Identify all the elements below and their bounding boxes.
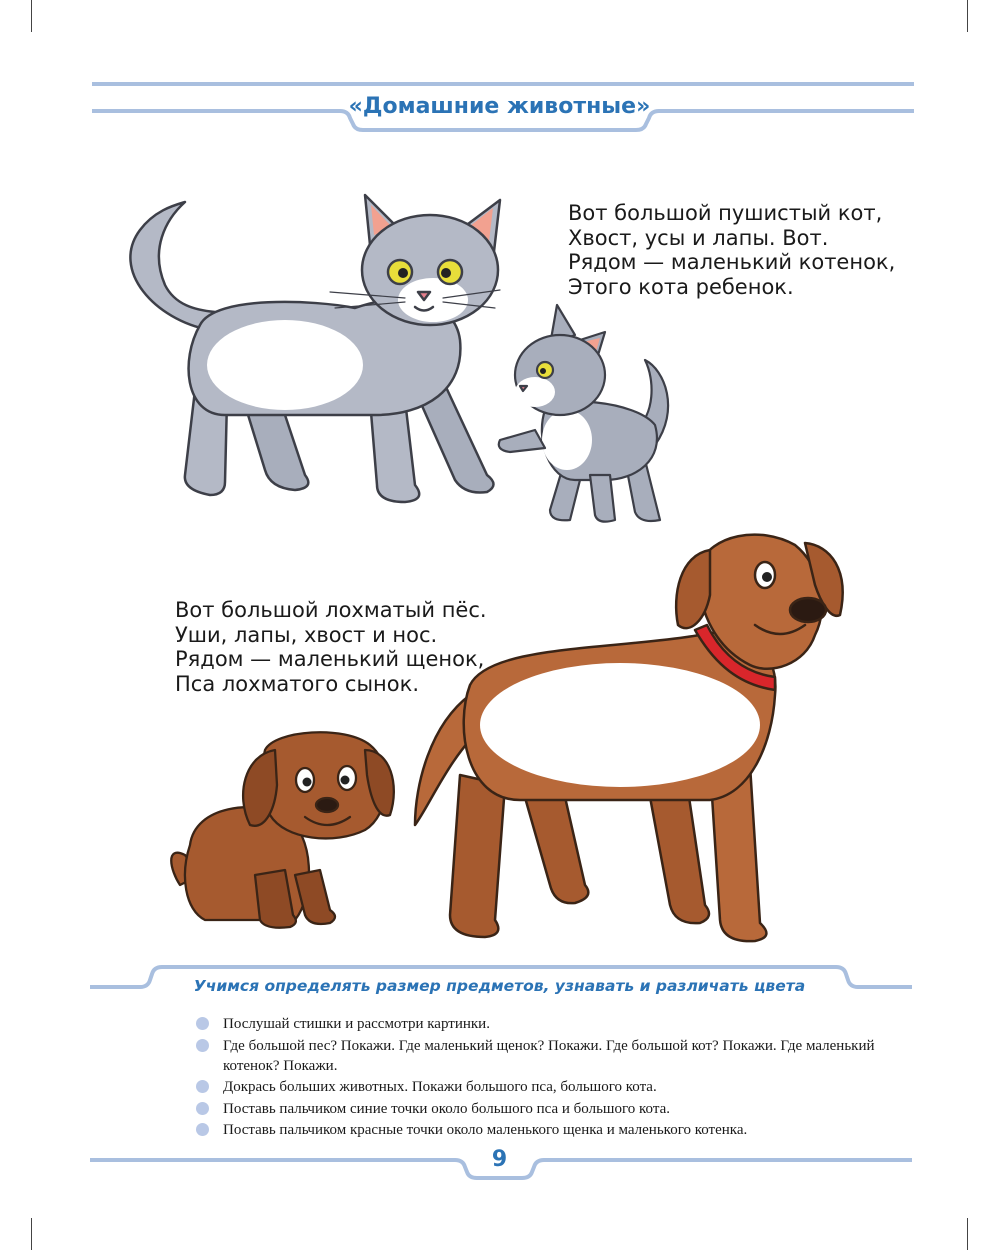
poem-line: Рядом — маленький котенок, [568, 250, 896, 274]
bullet-dot [196, 1039, 209, 1052]
cat-poem [568, 201, 895, 299]
poem-line: Хвост, усы и лапы. Вот. [568, 225, 829, 250]
poem-line: Пса лохматого сынок. [175, 671, 419, 696]
list-item [196, 1014, 876, 1034]
big-cat-illustration [115, 190, 505, 520]
bullet-dot [196, 1017, 209, 1030]
instruction-text: Послушай стишки и рассмотри картинки. [223, 1016, 490, 1032]
list-item [196, 1077, 876, 1097]
bullet-dot [196, 1080, 209, 1093]
tasks-header: Учимся определять размер предметов, узнавать и различать цвета [193, 977, 806, 995]
crop-mark [31, 1218, 32, 1250]
poem-line: Вот большой лохматый пёс. [175, 598, 487, 622]
poem-line: Рядом — маленький щенок, [175, 647, 485, 671]
poem-line: Уши, лапы, хвост и нос. [175, 622, 438, 647]
instruction-text: Поставь пальчиком красные точки около маленького щенка и маленького котенка. [223, 1122, 748, 1138]
instructions-list [196, 1014, 876, 1142]
crop-mark [967, 1218, 968, 1250]
page-title: «Домашние животные» [348, 94, 651, 119]
instruction-text: Докрась больших животных. Покажи большого пса, большого кота. [223, 1079, 657, 1095]
list-item [196, 1120, 876, 1140]
bullet-dot [196, 1102, 209, 1115]
poem-line: Вот большой пушистый кот, [568, 201, 883, 225]
instruction-text: Где большой пес? Покажи. Где маленький щенок? Покажи. Где большой кот? Покажи. Где маленький котенок? Покажи. [223, 1037, 875, 1074]
list-item [196, 1036, 876, 1076]
instruction-text: Поставь пальчиком синие точки около большого пса и большого кота. [223, 1100, 670, 1117]
list-item [196, 1099, 876, 1119]
header-frame [0, 0, 999, 140]
page-number: 9 [491, 1147, 508, 1172]
bullet-dot [196, 1123, 209, 1136]
kitten-illustration [495, 300, 680, 525]
poem-line: Этого кота ребенок. [568, 274, 794, 299]
big-dog-illustration [410, 525, 860, 950]
puppy-illustration [165, 725, 400, 930]
